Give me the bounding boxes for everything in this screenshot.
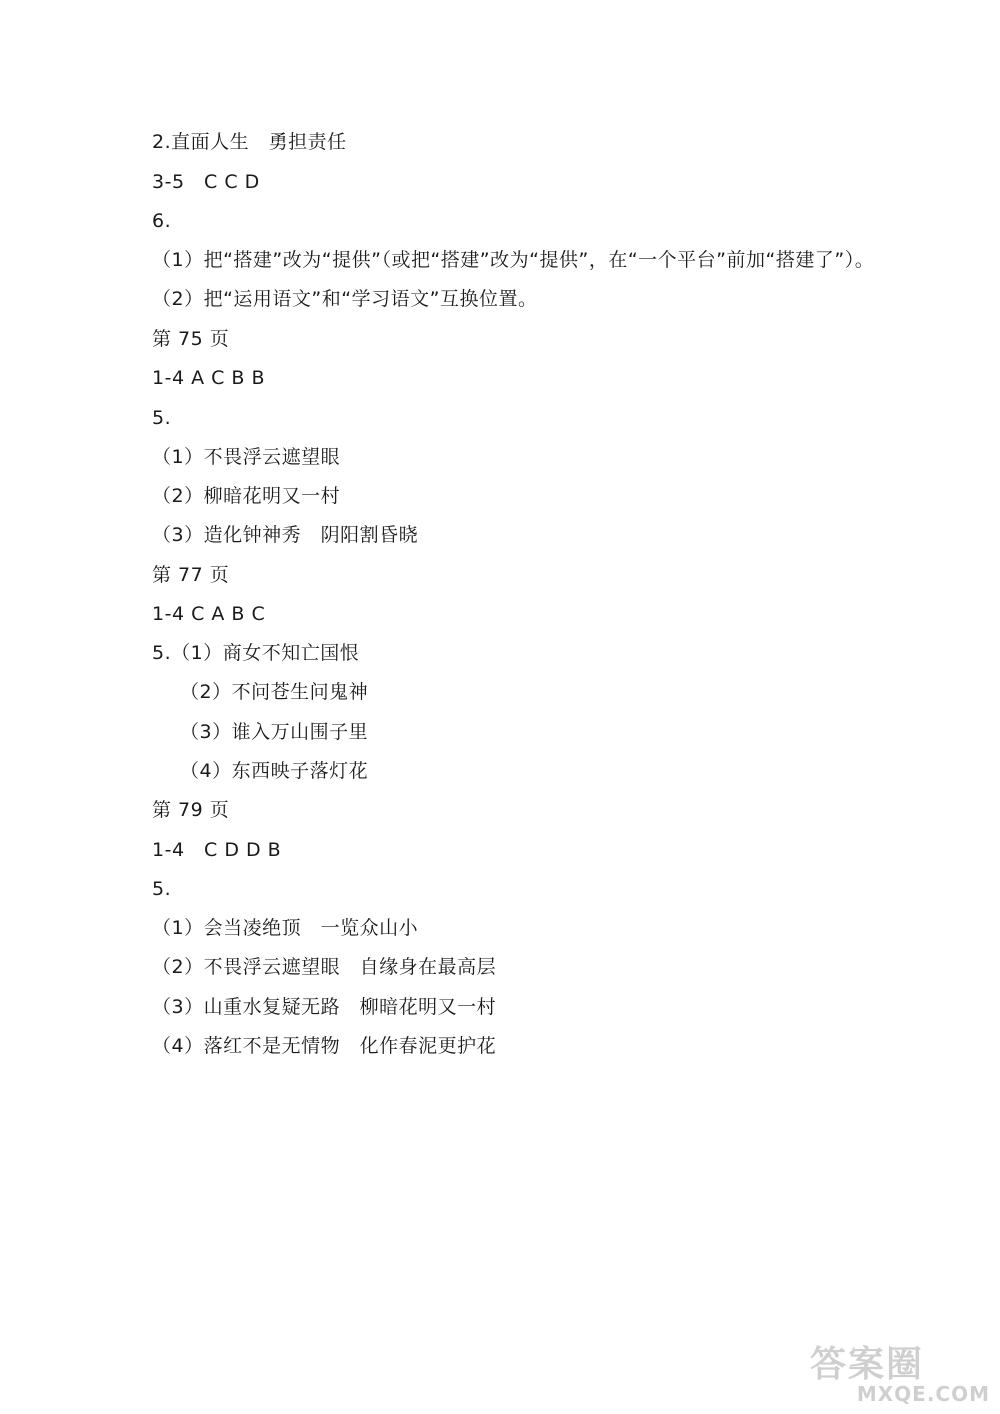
answer-line: 5. <box>152 407 172 429</box>
watermark-logo <box>810 1336 990 1406</box>
page-heading: 第 75 页 <box>152 328 230 350</box>
answer-line: 1-4 A C B B <box>152 367 266 389</box>
answer-line: 6. <box>152 210 172 232</box>
answer-line: （2）不畏浮云遮望眼 自缘身在最高层 <box>152 956 497 978</box>
answer-line: （4）落红不是无情物 化作春泥更护花 <box>152 1035 497 1057</box>
answer-line: 1-4 C A B C <box>152 603 266 625</box>
page-heading: 第 79 页 <box>152 799 230 821</box>
answer-line: （4）东西映子落灯花 <box>180 760 369 782</box>
page-heading: 第 77 页 <box>152 564 230 586</box>
answer-line: （1）会当凌绝顶 一览众山小 <box>152 917 419 939</box>
watermark-url: MXQE.COM <box>856 1382 990 1406</box>
answer-line: （1）把“搭建”改为“提供”（或把“搭建”改为“提供”，在“一个平台”前加“搭建了”）。 <box>152 249 875 271</box>
answer-line: （3）造化钟神秀 阴阳割昏晓 <box>152 524 419 546</box>
answer-line: （2）不问苍生问鬼神 <box>180 681 369 703</box>
answer-line: （1）不畏浮云遮望眼 <box>152 446 341 468</box>
answer-line: （2）把“运用语文”和“学习语文”互换位置。 <box>152 288 538 310</box>
answer-line: （3）山重水复疑无路 柳暗花明又一村 <box>152 996 497 1018</box>
answer-line: 5. <box>152 878 172 900</box>
answer-line: （2）柳暗花明又一村 <box>152 485 341 507</box>
answer-line: 2.直面人生 勇担责任 <box>152 131 347 153</box>
watermark-title: 答案圈 <box>810 1343 925 1385</box>
answer-line: 5.（1）商女不知亡国恨 <box>152 642 360 664</box>
answer-line: 1-4 C D D B <box>152 839 282 861</box>
answer-line: 3-5 C C D <box>152 171 260 193</box>
answer-line: （3）谁入万山围子里 <box>180 721 369 743</box>
